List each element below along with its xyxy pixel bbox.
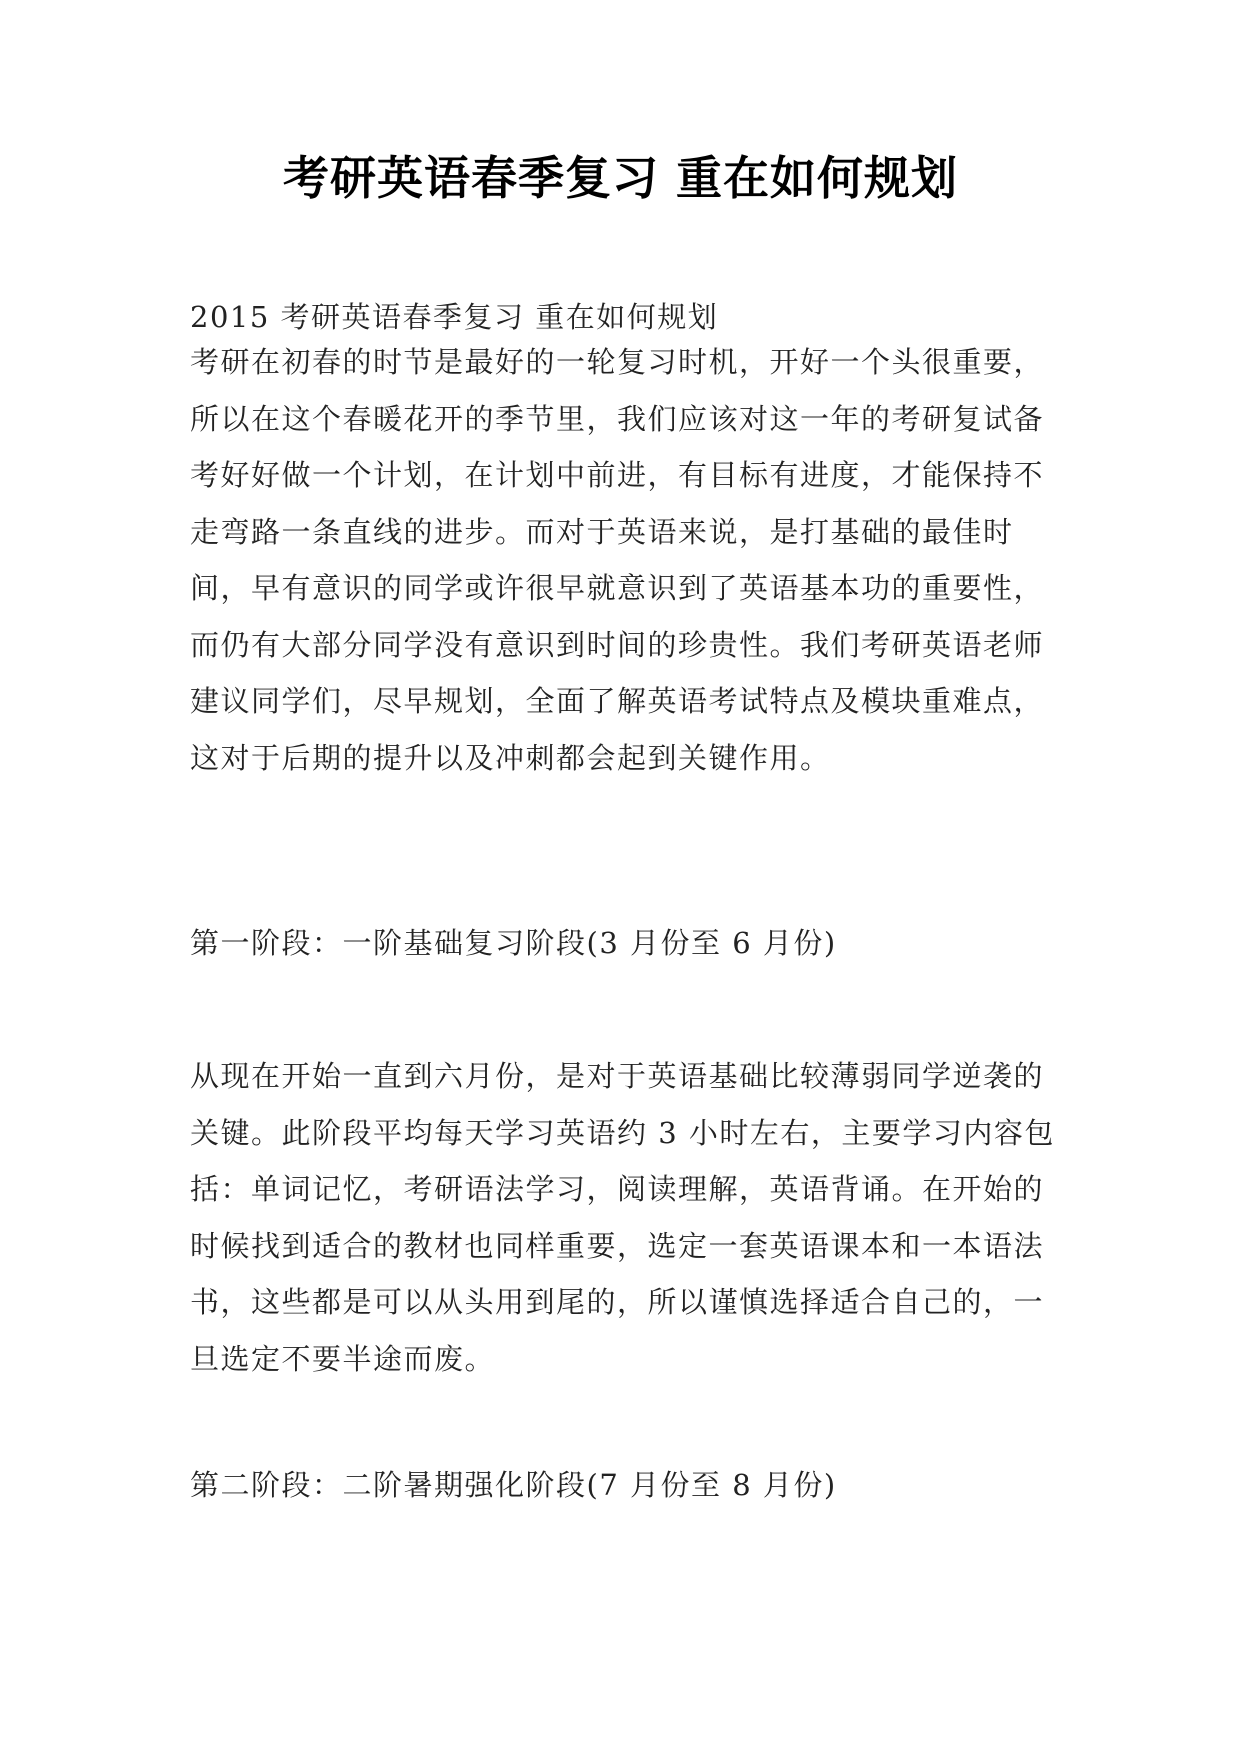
- stage-1-paragraph: 从现在开始一直到六月份，是对于英语基础比较薄弱同学逆袭的关键。此阶段平均每天学习英语约 3 小时左右，主要学习内容包括：单词记忆，考研语法学习，阅读理解，英语背诵。在开始的时候找到适合的教材也同样重要，选定一套英语课本和一本语法书，这些都是可以从头用到尾的，所以谨慎选择适合自己的，一旦选定不要半途而废。: [190, 1059, 1055, 1376]
- intro-paragraph: 考研在初春的时节是最好的一轮复习时机，开好一个头很重要，所以在这个春暖花开的季节里，我们应该对这一年的考研复试备考好好做一个计划，在计划中前进，有目标有进度，才能保持不走弯路一条直线的进步。而对于英语来说，是打基础的最佳时间，早有意识的同学或许很早就意识到了英语基本功的重要性，而仍有大部分同学没有意识到时间的珍贵性。我们考研英语老师建议同学们，尽早规划，全面了解英语考试特点及模块重难点，这对于后期的提升以及冲刺都会起到关键作用。: [190, 345, 1045, 775]
- stage-1-heading: 第一阶段：一阶基础复习阶段(3 月份至 6 月份): [190, 926, 837, 960]
- article-subtitle: 2015 考研英语春季复习 重在如何规划: [190, 300, 719, 334]
- stage-2-heading: 第二阶段：二阶暑期强化阶段(7 月份至 8 月份): [190, 1468, 837, 1502]
- document-title: 考研英语春季复习 重在如何规划: [282, 151, 958, 205]
